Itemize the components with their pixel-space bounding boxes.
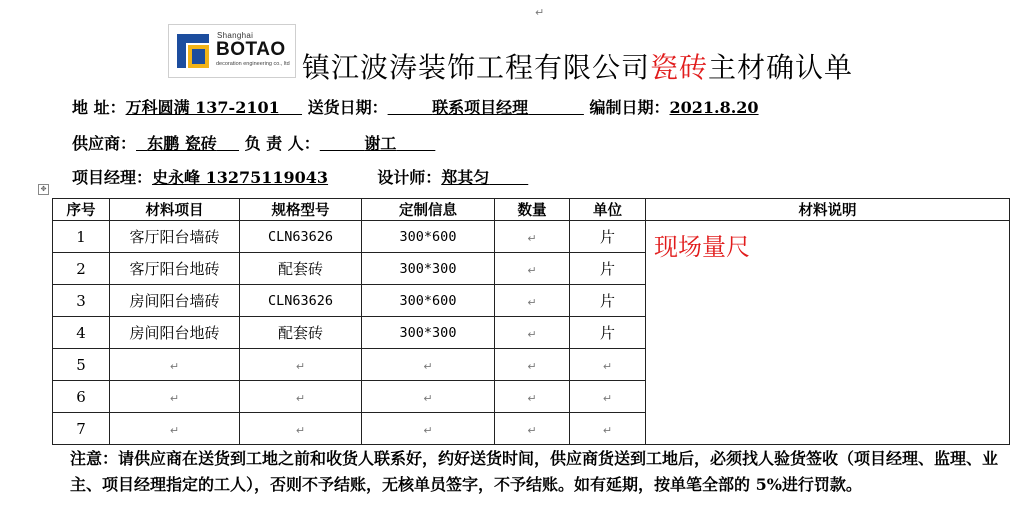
info-line-supplier — [72, 131, 435, 154]
cell-item[interactable] — [110, 413, 240, 445]
paragraph-mark: ↵ — [295, 423, 306, 437]
delivery-value: 联系项目经理 — [432, 98, 529, 117]
paragraph-mark: ↵ — [535, 6, 545, 19]
paragraph-mark: ↵ — [527, 327, 537, 341]
cell-unit[interactable] — [570, 349, 646, 381]
owner-label: 负 责 人： — [244, 134, 320, 153]
cell-item[interactable]: 客厅阳台地砖 — [110, 253, 240, 285]
cell-remark[interactable] — [646, 221, 1010, 445]
paragraph-mark: ↵ — [602, 359, 613, 373]
cell-no[interactable]: 1 — [53, 221, 110, 253]
cell-no[interactable]: 7 — [53, 413, 110, 445]
supplier-value: 东鹏 瓷砖 — [147, 134, 217, 153]
paragraph-mark: ↵ — [527, 231, 537, 245]
table-move-handle-icon[interactable]: ✥ — [38, 184, 49, 195]
title-company: 镇江波涛装饰工程有限公司 — [302, 51, 651, 84]
cell-custom[interactable] — [362, 349, 495, 381]
info-line-manager — [72, 165, 528, 188]
document-title — [302, 46, 853, 86]
cell-item[interactable]: 房间阳台墙砖 — [110, 285, 240, 317]
cell-no[interactable]: 3 — [53, 285, 110, 317]
cell-item[interactable]: 客厅阳台墙砖 — [110, 221, 240, 253]
cell-custom[interactable] — [362, 381, 495, 413]
footer-note: 注意：请供应商在送货到工地之前和收货人联系好，约好送货时间，供应商货送到工地后，必须找人验货签收（项目经理、监理、业主、项目经理指定的工人），否则不予结账，无核单员签字，不予结账。如有延期，按单笔全部的 5%进行罚款。 — [70, 449, 999, 494]
title-highlight: 瓷砖 — [650, 51, 709, 84]
cell-unit[interactable]: 片 — [570, 221, 646, 253]
header-spec: 规格型号 — [240, 199, 362, 221]
title-rest: 主材确认单 — [708, 51, 854, 84]
cell-item[interactable] — [110, 381, 240, 413]
materials-table — [52, 198, 1010, 445]
paragraph-mark: ↵ — [169, 359, 180, 373]
cell-qty[interactable] — [495, 221, 570, 253]
cell-qty[interactable] — [495, 349, 570, 381]
designer-value: 郑其匀 — [441, 168, 490, 187]
paragraph-mark: ↵ — [527, 423, 537, 437]
cell-unit[interactable]: 片 — [570, 317, 646, 349]
paragraph-mark: ↵ — [527, 359, 537, 373]
designer-label: 设计师： — [377, 168, 442, 187]
cell-item[interactable] — [110, 349, 240, 381]
paragraph-mark: ↵ — [295, 391, 306, 405]
supplier-label: 供应商： — [72, 134, 137, 153]
paragraph-mark: ↵ — [527, 391, 537, 405]
cell-custom[interactable]: 300*600 — [362, 221, 495, 253]
cell-no[interactable]: 6 — [53, 381, 110, 413]
paragraph-mark: ↵ — [423, 359, 433, 373]
logo-tagline: decoration engineering co., ltd — [216, 61, 290, 67]
header-no: 序号 — [53, 199, 110, 221]
cell-spec[interactable]: 配套砖 — [240, 317, 362, 349]
header-item: 材料项目 — [110, 199, 240, 221]
header-remark: 材料说明 — [646, 199, 1010, 221]
paragraph-mark: ↵ — [295, 359, 306, 373]
cell-custom[interactable]: 300*300 — [362, 317, 495, 349]
cell-no[interactable]: 4 — [53, 317, 110, 349]
cell-unit[interactable]: 片 — [570, 253, 646, 285]
logo-name: BOTAO — [216, 39, 286, 60]
cell-qty[interactable] — [495, 413, 570, 445]
header-unit: 单位 — [570, 199, 646, 221]
table-header-row — [53, 199, 1010, 221]
owner-value: 谢工 — [364, 134, 397, 153]
cell-no[interactable]: 5 — [53, 349, 110, 381]
pm-label: 项目经理： — [72, 168, 153, 187]
compile-value: 2021.8.20 — [669, 98, 759, 117]
cell-spec[interactable] — [240, 381, 362, 413]
header-custom: 定制信息 — [362, 199, 495, 221]
cell-custom[interactable]: 300*600 — [362, 285, 495, 317]
delivery-label: 送货日期： — [307, 98, 388, 117]
cell-item[interactable]: 房间阳台地砖 — [110, 317, 240, 349]
cell-unit[interactable] — [570, 381, 646, 413]
paragraph-mark: ↵ — [602, 391, 613, 405]
remark-text: 现场量尺 — [654, 233, 750, 261]
cell-qty[interactable] — [495, 381, 570, 413]
table-row — [53, 221, 1010, 253]
logo-mark-icon — [177, 34, 209, 68]
cell-spec[interactable] — [240, 413, 362, 445]
logo-region: Shanghai — [217, 31, 254, 40]
header-qty: 数量 — [495, 199, 570, 221]
paragraph-mark: ↵ — [423, 423, 433, 437]
address-label: 地 址： — [72, 98, 126, 117]
compile-label: 编制日期： — [589, 98, 670, 117]
cell-spec[interactable] — [240, 349, 362, 381]
cell-no[interactable]: 2 — [53, 253, 110, 285]
address-value: 万科圆满 137-2101 — [125, 98, 280, 117]
paragraph-mark: ↵ — [527, 263, 537, 277]
paragraph-mark: ↵ — [423, 391, 433, 405]
paragraph-mark: ↵ — [602, 423, 613, 437]
cell-unit[interactable] — [570, 413, 646, 445]
cell-spec[interactable]: CLN63626 — [240, 221, 362, 253]
cell-qty[interactable] — [495, 253, 570, 285]
cell-custom[interactable] — [362, 413, 495, 445]
pm-value: 史永峰 13275119043 — [152, 168, 329, 187]
company-logo — [168, 24, 296, 78]
cell-qty[interactable] — [495, 285, 570, 317]
cell-spec[interactable]: 配套砖 — [240, 253, 362, 285]
cell-qty[interactable] — [495, 317, 570, 349]
paragraph-mark: ↵ — [169, 391, 180, 405]
cell-unit[interactable]: 片 — [570, 285, 646, 317]
paragraph-mark: ↵ — [527, 295, 537, 309]
cell-custom[interactable]: 300*300 — [362, 253, 495, 285]
cell-spec[interactable]: CLN63626 — [240, 285, 362, 317]
paragraph-mark: ↵ — [169, 423, 180, 437]
info-line-address — [72, 95, 759, 118]
